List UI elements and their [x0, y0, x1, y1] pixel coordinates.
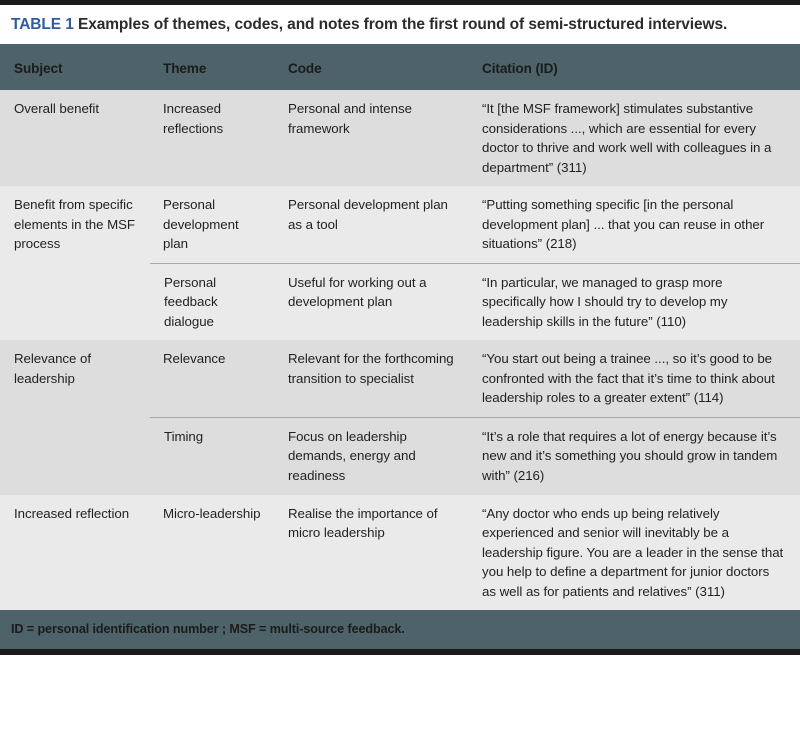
cell-subject: Overall benefit: [0, 90, 150, 186]
cell-citation: “Putting something specific [in the personal development plan] ... that you can reuse in other situations” (218): [469, 186, 800, 263]
cell-citation: “In particular, we managed to grasp more specifically how I should try to develop my leadership skills in the future” (110): [469, 263, 800, 340]
header-row: [0, 44, 800, 90]
cell-subject: Relevance of leadership: [0, 340, 150, 494]
cell-theme: Micro-leadership: [150, 495, 275, 611]
table-caption-text: Examples of themes, codes, and notes from the first round of semi-structured interviews.: [73, 16, 728, 33]
column-header-citation: Citation (ID): [469, 44, 800, 90]
table-row: [0, 90, 800, 186]
cell-subject: Benefit from specific elements in the MSF process: [0, 186, 150, 340]
table-row: [0, 186, 800, 263]
cell-theme: Relevance: [150, 340, 275, 417]
column-header-subject: Subject: [0, 44, 150, 90]
cell-citation: “It’s a role that requires a lot of energy because it’s new and it’s something you should grow in tandem with” (216): [469, 417, 800, 494]
cell-code: Useful for working out a development plan: [275, 263, 469, 340]
cell-theme: Timing: [150, 417, 275, 494]
table-footnote: ID = personal identification number ; MSF = multi-source feedback.: [0, 610, 800, 649]
table-number: TABLE 1: [11, 16, 74, 33]
table-caption: [0, 5, 800, 44]
cell-theme: Personal feedback dialogue: [150, 263, 275, 340]
column-header-theme: Theme: [150, 44, 275, 90]
bottom-rule: [0, 649, 800, 655]
cell-citation: “Any doctor who ends up being relatively experienced and senior will inevitably be a leadership figure. You are a leader in the sense that you help to define a department for junior doctors as well as for patients and relatives” (311): [469, 495, 800, 611]
cell-code: Realise the importance of micro leadership: [275, 495, 469, 611]
cell-code: Relevant for the forthcoming transition to specialist: [275, 340, 469, 417]
cell-code: Personal development plan as a tool: [275, 186, 469, 263]
table-body: [0, 90, 800, 610]
cell-citation: “It [the MSF framework] stimulates substantive considerations ..., which are essential for every doctor to thrive and work well with colleagues in a department” (311): [469, 90, 800, 186]
table-header: [0, 44, 800, 90]
cell-citation: “You start out being a trainee ..., so it’s good to be confronted with the fact that it’s time to think about leadership roles to a greater extent” (114): [469, 340, 800, 417]
column-header-code: Code: [275, 44, 469, 90]
table-row: [0, 495, 800, 611]
table-row: [0, 340, 800, 417]
cell-theme: Personal development plan: [150, 186, 275, 263]
themes-codes-notes-table: [0, 44, 800, 610]
cell-code: Personal and intense framework: [275, 90, 469, 186]
cell-subject: Increased reflection: [0, 495, 150, 611]
cell-theme: Increased reflections: [150, 90, 275, 186]
cell-code: Focus on leadership demands, energy and readiness: [275, 417, 469, 494]
